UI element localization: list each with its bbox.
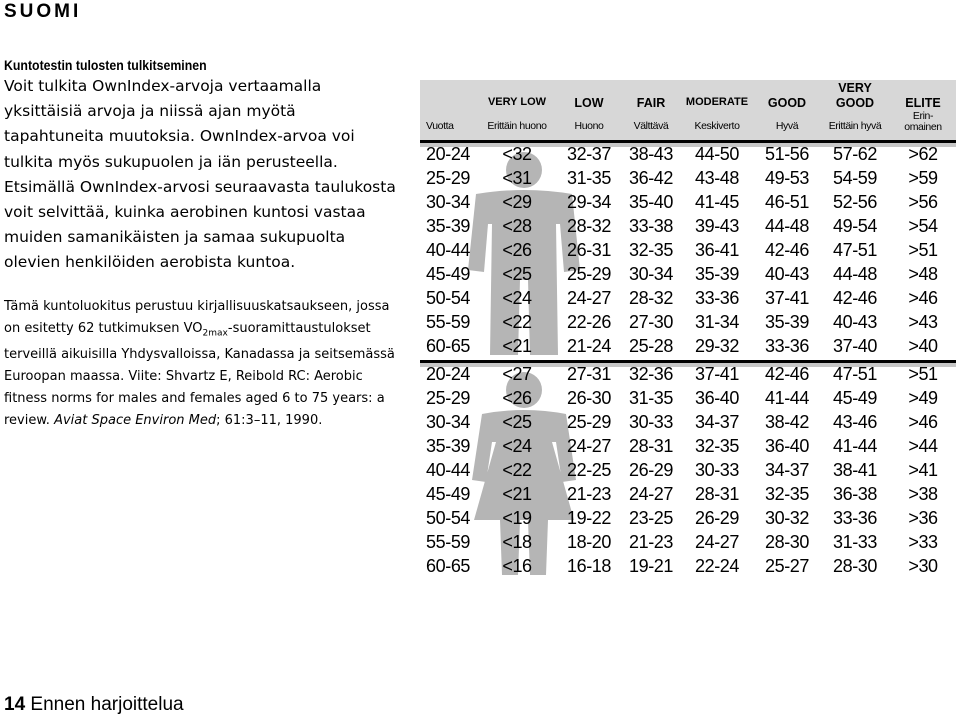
men-row-value: 35-39 — [764, 312, 810, 332]
women-row-value: <26 — [502, 388, 532, 408]
men-row-value: 52-56 — [832, 192, 878, 212]
category-label-fi: Välttävä — [633, 120, 669, 132]
women-row-age-60-65: 60-65 — [426, 556, 471, 576]
men-row-age-30-34: 30-34 — [426, 192, 471, 212]
men-row-age-60-65: 60-65 — [426, 336, 471, 356]
women-row-value: 22-25 — [566, 460, 612, 480]
men-row-value: 44-48 — [832, 264, 878, 284]
language-label: SUOMI — [4, 1, 82, 22]
women-row-value: 21-23 — [566, 484, 612, 504]
women-row-value: 26-29 — [694, 508, 740, 528]
women-row-value: 43-46 — [832, 412, 878, 432]
women-row-age-40-44: 40-44 — [426, 460, 471, 480]
source-text-middle: -suoramittaustulokset terveillä aikuisilla Yhdysvalloissa, Kanadassa ja seitsemässä Euroopan maassa. Viite: Shvartz E, Reibold RC: Aerobic fitness norms for males and females aged 6 to 75 years: a review. — [4, 320, 395, 429]
men-row-value: 36-42 — [628, 168, 674, 188]
category-label-en: FAIR — [636, 96, 666, 110]
intro-paragraph: Voit tulkita OwnIndex-arvoja vertaamalla yksittäisiä arvoja ja niissä ajan myötä tapahtuneita muutoksia. OwnIndex-arvoa voi tulkita myös sukupuolen ja iän perusteella. Etsimällä OwnIndex-arvosi seuraavasta taulukosta voit selvittää, kuinka aerobinen kuntosi vastaa muiden samanikäisten ja samaa sukupuolta olevien henkilöiden aerobista kuntoa. — [4, 77, 396, 272]
women-row-value: 24-27 — [694, 532, 740, 552]
category-label-fi: Keskiverto — [694, 120, 740, 132]
age-column-header: Vuotta — [426, 120, 454, 132]
source-text-start: Tämä kuntoluokitus perustuu kirjallisuuskatsaukseen, jossa on esitetty 62 tutkimuksen VO — [4, 298, 390, 336]
women-row-value: 32-35 — [764, 484, 810, 504]
men-row-age-25-29: 25-29 — [426, 168, 471, 188]
men-row-value: 33-38 — [628, 216, 674, 236]
men-row-age-20-24: 20-24 — [426, 144, 471, 164]
men-row-age-50-54: 50-54 — [426, 288, 471, 308]
men-row-value: 25-29 — [566, 264, 612, 284]
men-row-value: 51-56 — [764, 144, 810, 164]
page-number: 14 — [4, 694, 26, 715]
footer-text: Ennen harjoittelua — [25, 694, 184, 715]
fitness-table — [420, 80, 956, 580]
women-row-value: 22-24 — [694, 556, 740, 576]
men-row-value: 37-41 — [764, 288, 810, 308]
men-row-value: 43-48 — [694, 168, 740, 188]
men-row-value: <26 — [502, 240, 532, 260]
women-row-value: 32-35 — [694, 436, 740, 456]
women-row-value: >51 — [908, 364, 938, 384]
men-row-value: 21-24 — [566, 336, 612, 356]
men-row-value: 29-34 — [566, 192, 612, 212]
women-row-value: 37-41 — [694, 364, 740, 384]
men-row-value: 42-46 — [832, 288, 878, 308]
category-label-fi: Huono — [574, 120, 604, 132]
women-row-value: 32-36 — [628, 364, 674, 384]
men-row-value: 39-43 — [694, 216, 740, 236]
men-row-value: >40 — [908, 336, 938, 356]
men-row-value: 30-34 — [628, 264, 674, 284]
women-row-value: <19 — [502, 508, 532, 528]
women-row-value: 41-44 — [832, 436, 878, 456]
men-row-value: 22-26 — [566, 312, 612, 332]
men-row-value: <31 — [502, 168, 532, 188]
men-row-value: >54 — [908, 216, 938, 236]
women-row-value: 21-23 — [628, 532, 674, 552]
men-row-value: 26-31 — [566, 240, 612, 260]
men-row-value: >46 — [908, 288, 938, 308]
men-row-value: 28-32 — [628, 288, 674, 308]
men-row-value: 47-51 — [832, 240, 878, 260]
women-row-value: 45-49 — [832, 388, 878, 408]
category-label-en: MODERATE — [685, 96, 749, 108]
men-row-value: 44-50 — [694, 144, 740, 164]
women-row-value: 19-22 — [566, 508, 612, 528]
women-row-value: 25-29 — [566, 412, 612, 432]
men-row-value: >62 — [908, 144, 938, 164]
women-row-value: 31-33 — [832, 532, 878, 552]
category-label-fi: Erittäin hyvä — [828, 120, 882, 132]
women-row-value: >33 — [908, 532, 938, 552]
women-row-value: 27-31 — [566, 364, 612, 384]
women-row-value: 30-33 — [694, 460, 740, 480]
women-row-value: <25 — [502, 412, 532, 432]
men-row-value: 28-32 — [566, 216, 612, 236]
men-row-value: >48 — [908, 264, 938, 284]
section-title: Kuntotestin tulosten tulkitseminen — [4, 57, 207, 73]
category-label-en: VERY LOW — [487, 96, 547, 108]
women-row-value: >44 — [908, 436, 938, 456]
men-row-value: 44-48 — [764, 216, 810, 236]
women-row-value: <24 — [502, 436, 532, 456]
women-row-age-25-29: 25-29 — [426, 388, 471, 408]
women-row-value: 19-21 — [628, 556, 674, 576]
men-row-value: >56 — [908, 192, 938, 212]
men-row-value: <28 — [502, 216, 532, 236]
men-row-value: 35-40 — [628, 192, 674, 212]
women-row-value: 25-27 — [764, 556, 810, 576]
men-row-value: 37-40 — [832, 336, 878, 356]
women-row-value: 28-31 — [628, 436, 674, 456]
men-row-value: >43 — [908, 312, 938, 332]
women-row-age-35-39: 35-39 — [426, 436, 471, 456]
women-row-value: 26-30 — [566, 388, 612, 408]
men-row-value: 32-35 — [628, 240, 674, 260]
text-column — [4, 56, 396, 432]
men-row-value: 40-43 — [764, 264, 810, 284]
category-label-en: LOW — [574, 96, 604, 110]
women-row-value: 36-40 — [694, 388, 740, 408]
women-row-value: 26-29 — [628, 460, 674, 480]
women-row-value: 38-41 — [832, 460, 878, 480]
women-row-value: 28-30 — [832, 556, 878, 576]
men-row-value: 49-53 — [764, 168, 810, 188]
women-row-value: 30-33 — [628, 412, 674, 432]
women-row-value: 24-27 — [566, 436, 612, 456]
women-row-value: 41-44 — [764, 388, 810, 408]
women-row-value: 47-51 — [832, 364, 878, 384]
men-row-value: 35-39 — [694, 264, 740, 284]
men-row-value: 25-28 — [628, 336, 674, 356]
women-row-value: 38-42 — [764, 412, 810, 432]
women-row-value: >36 — [908, 508, 938, 528]
men-row-value: 54-59 — [832, 168, 878, 188]
women-row-value: 16-18 — [566, 556, 612, 576]
category-label-fi: Erin- — [912, 110, 934, 122]
women-row-value: 28-31 — [694, 484, 740, 504]
women-row-value: 30-32 — [764, 508, 810, 528]
women-row-value: >41 — [908, 460, 938, 480]
men-row-value: <25 — [502, 264, 532, 284]
women-row-value: 36-38 — [832, 484, 878, 504]
women-row-age-50-54: 50-54 — [426, 508, 471, 528]
source-paragraph — [4, 296, 396, 433]
men-row-value: 40-43 — [832, 312, 878, 332]
women-row-value: 42-46 — [764, 364, 810, 384]
women-row-value: 36-40 — [764, 436, 810, 456]
men-row-value: 57-62 — [832, 144, 878, 164]
women-row-age-30-34: 30-34 — [426, 412, 471, 432]
category-label-fi: Erittäin huono — [487, 120, 547, 132]
men-row-age-55-59: 55-59 — [426, 312, 471, 332]
men-row-value: 42-46 — [764, 240, 810, 260]
men-row-value: <32 — [502, 144, 532, 164]
men-row-value: <24 — [502, 288, 532, 308]
category-label-en: ELITE — [905, 96, 941, 110]
men-row-value: >59 — [908, 168, 938, 188]
men-row-value: 36-41 — [694, 240, 740, 260]
women-row-value: <21 — [502, 484, 532, 504]
men-row-value: 49-54 — [832, 216, 878, 236]
men-row-value: 31-34 — [694, 312, 740, 332]
women-row-age-45-49: 45-49 — [426, 484, 471, 504]
men-row-value: 41-45 — [694, 192, 740, 212]
women-row-value: >30 — [908, 556, 938, 576]
category-label-en: GOOD — [767, 96, 807, 110]
men-row-value: 24-27 — [566, 288, 612, 308]
women-row-value: 28-30 — [764, 532, 810, 552]
men-row-value: <29 — [502, 192, 532, 212]
women-row-age-20-24: 20-24 — [426, 364, 471, 384]
category-label-fi: omainen — [904, 121, 942, 133]
women-row-value: <27 — [502, 364, 532, 384]
men-row-value: 32-37 — [566, 144, 612, 164]
men-row-value: 33-36 — [764, 336, 810, 356]
men-row-age-35-39: 35-39 — [426, 216, 471, 236]
women-row-value: 18-20 — [566, 532, 612, 552]
category-label-en: GOOD — [835, 96, 875, 110]
men-row-age-40-44: 40-44 — [426, 240, 471, 260]
women-row-value: 33-36 — [832, 508, 878, 528]
women-row-value: 24-27 — [628, 484, 674, 504]
women-row-value: <18 — [502, 532, 532, 552]
women-row-value: >38 — [908, 484, 938, 504]
men-row-value: <21 — [502, 336, 532, 356]
men-row-value: 33-36 — [694, 288, 740, 308]
page-footer — [4, 694, 184, 716]
men-row-value: 46-51 — [764, 192, 810, 212]
women-row-value: <22 — [502, 460, 532, 480]
men-row-age-45-49: 45-49 — [426, 264, 471, 284]
women-row-value: >46 — [908, 412, 938, 432]
men-row-value: <22 — [502, 312, 532, 332]
women-row-value: 23-25 — [628, 508, 674, 528]
men-row-value: 29-32 — [694, 336, 740, 356]
women-row-age-55-59: 55-59 — [426, 532, 471, 552]
category-label-en: VERY — [838, 81, 872, 95]
source-journal: Aviat Space Environ Med — [54, 413, 217, 429]
women-row-value: 34-37 — [764, 460, 810, 480]
source-text-end: ; 61:3–11, 1990. — [216, 413, 323, 429]
men-row-value: >51 — [908, 240, 938, 260]
women-row-value: 31-35 — [628, 388, 674, 408]
women-row-value: <16 — [502, 556, 532, 576]
men-row-value: 31-35 — [566, 168, 612, 188]
category-label-fi: Hyvä — [775, 120, 799, 132]
source-subscript: 2max — [202, 328, 228, 339]
women-row-value: 34-37 — [694, 412, 740, 432]
women-row-value: >49 — [908, 388, 938, 408]
men-row-value: 38-43 — [628, 144, 674, 164]
men-row-value: 27-30 — [628, 312, 674, 332]
